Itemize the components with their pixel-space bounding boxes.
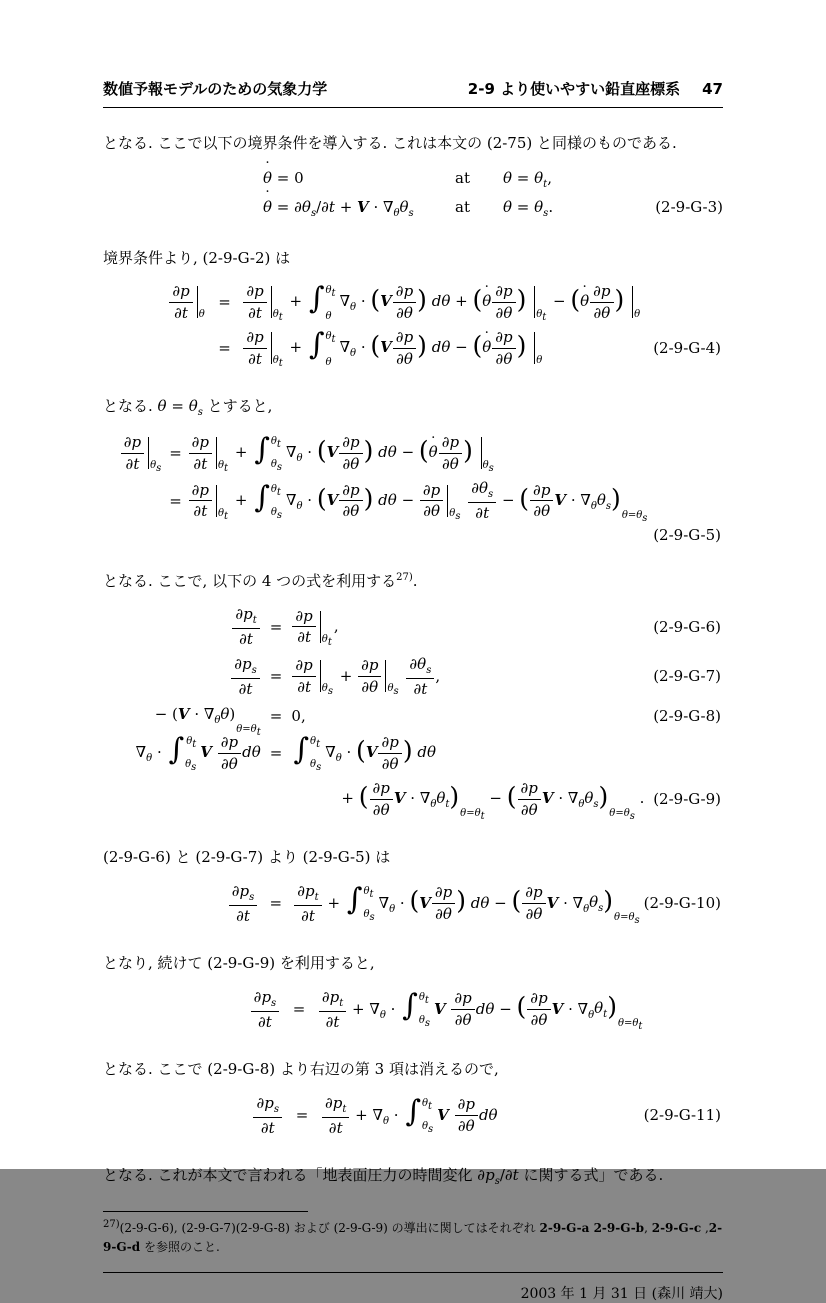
equation-2-9-G-11 bbox=[103, 1091, 723, 1141]
footer-rule bbox=[103, 1272, 723, 1273]
footnote-27: $^{27)}$(2-9-G-6), (2-9-G-7)(2-9-G-8) および (2-9-G-9) の導出に関してはそれぞれ 2-9-G-a 2-9-G-b, 2-9-G-c ,2-9-G-d を参照のこと. bbox=[103, 1219, 723, 1254]
equation-lhs: $\frac{\partial p}{\partial t}$ $_\theta$ bbox=[103, 279, 209, 325]
equation-lhs: $\frac{\partial p_s}{\partial t}$ bbox=[103, 1091, 285, 1141]
at-keyword: at bbox=[455, 168, 470, 187]
equals-sign: = bbox=[292, 1000, 306, 1019]
footer-date: 2003 年 1 月 31 日 (森川 靖大) bbox=[520, 1286, 723, 1303]
equation-rhs: ∫ $\theta_t$ $\theta_s$ $\nabla_\theta \cdot (V$ $\frac{\partial p}{\partial\theta}$ ) dθ bbox=[293, 732, 437, 773]
equals-sign: = bbox=[169, 491, 182, 510]
paragraph-6: となり, 続けて (2-9-G-9) を利用すると, bbox=[103, 954, 375, 972]
paragraph-5: (2-9-G-6) と (2-9-G-7) より (2-9-G-5) は bbox=[103, 848, 391, 866]
page-number: 47 bbox=[702, 80, 723, 98]
equation-rhs: + ( $\frac{\partial p}{\partial\theta}$ $V \cdot \nabla_\theta\theta_t)_{\theta=\theta_t}$ − ( $\frac{\partial p}{\partial\theta}$ $V \cdot \nabla_\theta\theta_s)_{\theta=\theta_s}$ . bbox=[341, 779, 645, 822]
equation-2-9-G-10 bbox=[103, 879, 723, 929]
at-keyword: at bbox=[455, 197, 470, 216]
section-title: 2-9 より使いやすい鉛直座標系 bbox=[467, 80, 681, 98]
paragraph-7: となる. ここで (2-9-G-8) より右辺の第 3 項は消えるので, bbox=[103, 1060, 499, 1078]
equation-rhs: 0, bbox=[291, 706, 306, 725]
equation-rhs: $\frac{\partial p_t}{\partial t}$ + $\nabla_\theta$ · ∫ $\theta_t$ $\theta_s$ V $\frac{\partial p}{\partial\theta}$ dθ − ( $\frac{\partial p}{\partial\theta}$ $V \cdot \nabla_\theta\theta_t)_{\theta=\theta_t}$ bbox=[316, 985, 645, 1035]
page-header bbox=[103, 78, 723, 99]
equation-number: (2-9-G-3) bbox=[655, 197, 723, 216]
equals-sign: = bbox=[218, 339, 231, 357]
paragraph-3: となる. $\theta = \theta_s$ とすると, bbox=[103, 397, 273, 418]
equation-lhs: θ ˙ = 0 bbox=[263, 169, 455, 187]
equation-group-2-9-G-6-to-9 bbox=[103, 602, 723, 822]
equals-sign: = bbox=[269, 894, 283, 913]
equation-number: (2-9-G-7) bbox=[653, 667, 721, 686]
paragraph-1: となる. ここで以下の境界条件を導入する. これは本文の (2-75) と同様のものである. bbox=[103, 134, 677, 152]
equals-sign: = bbox=[295, 1106, 309, 1125]
equation-2-9-G-4 bbox=[103, 279, 723, 371]
footnote-rule bbox=[103, 1211, 308, 1212]
equation-rhs: $\frac{\partial p_t}{\partial t}$ + ∫ $\theta_t$ $\theta_s$ $\nabla_\theta \cdot (V$ $\frac{\partial p}{\partial\theta}$ ) dθ − ( $\frac{\partial p}{\partial\theta}$ $V \cdot \nabla_\theta\theta_s)_{\theta=\theta_s}$ bbox=[291, 879, 641, 929]
equation-number: (2-9-G-9) bbox=[653, 790, 721, 808]
equation-lhs: − $(V \cdot \nabla_\theta\theta)_{\theta=\theta_t}$ bbox=[154, 705, 261, 738]
equation-rhs: $\frac{\partial p}{\partial t}$ $_{\theta_t}$ + ∫ $\theta_t$ $\theta_s$ $\nabla_\theta \cdot (V$ $\frac{\partial p}{\partial\theta}$ ) dθ − $\frac{\partial p}{\partial\theta}$ $_{\theta_s}$ $\frac{\partial\theta_s}{\partial t}$ − ( $\frac{\partial p}{\partial\theta}$ $V \cdot \nabla_\theta\theta_s)_{\theta=\theta_s}$ bbox=[186, 476, 650, 526]
paragraph-8: となる. これが本文で言われる「地表面圧力の時間変化 $\partial p_s/\partial t$ に関する式」である. bbox=[103, 1166, 664, 1187]
equation-rhs: $\frac{\partial p}{\partial t}$ $_{\theta_t}$ + ∫ $\theta_t$ $\theta_s$ $\nabla_\theta \cdot (V$ $\frac{\partial p}{\partial\theta}$ ) dθ − (θ ˙ $\frac{\partial p}{\partial\theta}$ ) $_{\theta_s}$ bbox=[186, 430, 650, 476]
equals-sign: = bbox=[218, 293, 231, 311]
equation-rhs: $\frac{\partial p}{\partial t}$ $_{\theta_t}$ + ∫ $\theta_t$ θ $\nabla_\theta \cdot (V$ $\frac{\partial p}{\partial\theta}$ ) dθ − (θ ˙ $\frac{\partial p}{\partial\theta}$ ) $_\theta$ bbox=[240, 325, 644, 371]
equals-sign: = bbox=[269, 744, 283, 762]
equation-unnumbered bbox=[103, 985, 723, 1035]
equals-sign: = bbox=[269, 706, 283, 725]
equation-number: (2-9-G-8) bbox=[653, 706, 721, 725]
equation-lhs: $\frac{\partial p_s}{\partial t}$ bbox=[103, 985, 282, 1035]
equation-number: (2-9-G-10) bbox=[643, 894, 721, 913]
equation-lhs: $\frac{\partial p}{\partial t}$ $_{\theta_s}$ bbox=[103, 430, 165, 476]
equation-lhs: θ ˙ = $\partial\theta_s/\partial t + V \cdot \nabla_\theta\theta_s$ bbox=[263, 198, 455, 219]
equals-sign: = bbox=[269, 617, 283, 636]
equation-number: (2-9-G-11) bbox=[643, 1106, 721, 1125]
equation-rhs: $\frac{\partial p}{\partial t}$ $_{\theta_s}$ + $\frac{\partial p}{\partial\theta}$ $_{\theta_s}$ $\frac{\partial\theta_s}{\partial t}$ , bbox=[289, 652, 646, 702]
equation-rhs: $\frac{\partial p_t}{\partial t}$ + $\nabla_\theta$ · ∫ $\theta_t$ $\theta_s$ V $\frac{\partial p}{\partial\theta}$ dθ bbox=[319, 1091, 642, 1141]
book-title: 数値予報モデルのための気象力学 bbox=[103, 80, 328, 98]
equals-sign: = bbox=[269, 667, 283, 686]
equation-rhs: $\frac{\partial p}{\partial t}$ $_{\theta_t}$, bbox=[289, 602, 646, 652]
equals-sign: = bbox=[169, 444, 182, 462]
header-rule bbox=[103, 107, 723, 108]
equation-rhs: $\frac{\partial p}{\partial t}$ $_{\theta_t}$ + ∫ $\theta_t$ θ $\nabla_\theta \cdot (V$ $\frac{\partial p}{\partial\theta}$ ) dθ + (θ ˙ $\frac{\partial p}{\partial\theta}$ ) $_{\theta_t}$ − (θ ˙ $\frac{\partial p}{\partial\theta}$ ) $_\theta$ bbox=[240, 279, 644, 325]
equation-2-9-G-5 bbox=[103, 430, 723, 546]
equation-lhs: $\frac{\partial p_s}{\partial t}$ bbox=[103, 652, 263, 702]
paragraph-4: となる. ここで, 以下の 4 つの式を利用する$^{27)}$. bbox=[103, 571, 418, 590]
paragraph-2: 境界条件より, (2-9-G-2) は bbox=[103, 248, 291, 267]
equation-lhs: $\frac{\partial p_s}{\partial t}$ bbox=[103, 879, 260, 929]
equation-lhs: $\frac{\partial p_t}{\partial t}$ bbox=[103, 602, 263, 652]
equation-lhs: $\nabla_\theta$ · ∫ $\theta_t$ $\theta_s$ V $\frac{\partial p}{\partial\theta}$ dθ bbox=[135, 732, 261, 773]
boundary-condition: $\theta = \theta_s$. bbox=[503, 197, 554, 219]
equation-number: (2-9-G-6) bbox=[653, 617, 721, 636]
equation-number: (2-9-G-5) bbox=[653, 525, 721, 544]
equation-2-9-G-3 bbox=[103, 165, 723, 223]
boundary-condition: $\theta = \theta_t$, bbox=[503, 168, 552, 190]
equation-number: (2-9-G-4) bbox=[653, 339, 721, 357]
